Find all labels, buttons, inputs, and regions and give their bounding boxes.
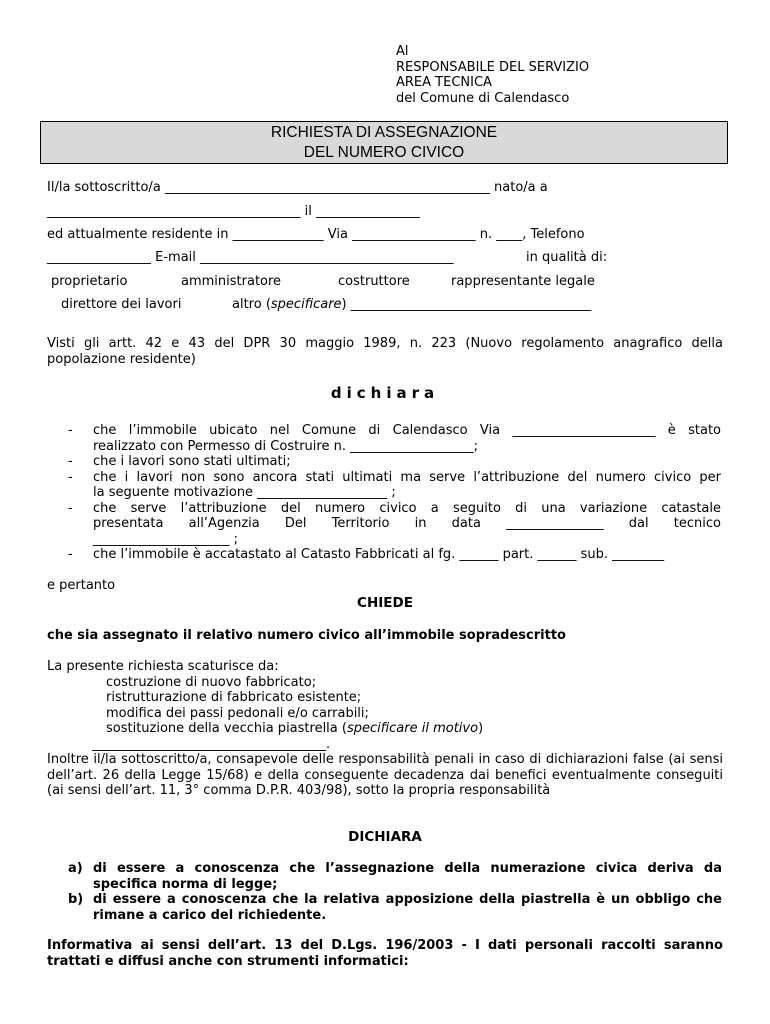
declaration-marker: b) <box>68 892 84 907</box>
causes-intro: La presente richiesta scaturisce da: <box>47 659 279 674</box>
bullet-3-line-2: la seguente motivazione ____________________ ; <box>93 485 396 500</box>
form-row-capacity: in qualità di: <box>526 250 608 265</box>
role-other-label: altro ( <box>232 297 271 312</box>
legal-reference: Visti gli artt. 42 e 43 del DPR 30 maggio 1989, n. 223 (Nuovo regolamento anagrafico della popolazione residente) <box>47 336 723 367</box>
form-row-residence: ed attualmente residente in ______________ Via ___________________ n. ____, Telefono <box>47 227 585 242</box>
bullet-5: che l’immobile è accatastato al Catasto Fabbricati al fg. ______ part. ______ sub. ________ <box>93 547 665 562</box>
role-owner: proprietario <box>51 274 128 289</box>
form-row-email: ________________ E-mail _______________________________________ <box>47 250 454 265</box>
bullet-dash: - <box>68 547 73 562</box>
role-builder: costruttore <box>338 274 410 289</box>
declaration-b <box>68 892 722 923</box>
bullet-4-line-1: che serve l’attribuzione del numero civico a seguito di una variazione catastale <box>93 500 721 516</box>
addressee-line: AREA TECNICA <box>396 75 492 90</box>
addressee-block <box>396 44 589 106</box>
bullet-dash: - <box>68 423 73 438</box>
document-title-box <box>40 121 728 164</box>
declarations-list <box>68 861 722 923</box>
bullet-4-line-3: _____________________ ; <box>93 531 239 547</box>
role-other-blank: ) _____________________________________ <box>341 297 592 312</box>
cause-blank-line: ____________________________________. <box>92 736 331 752</box>
cause-renovation: ristrutturazione di fabbricato esistente; <box>106 690 362 705</box>
liability-paragraph: Inoltre il/la sottoscritto/a, consapevole delle responsabilità penali in caso di dichiarazioni false (ai sensi dell’art. 26 della Legge 15/68) e della conseguente decadenza dai benefici eventualmente conseguiti (ai sensi dell’art. 11, 3° comma D.P.R. 403/98), sotto la propria responsabilità <box>47 752 723 798</box>
addressee-line: Al <box>396 44 409 59</box>
cause-access-change: modifica dei passi pedonali e/o carrabili; <box>106 705 369 721</box>
therefore-text: e pertanto <box>47 578 116 593</box>
bullet-2: che i lavori sono stati ultimati; <box>93 454 291 469</box>
role-works-director: direttore dei lavori <box>61 297 182 312</box>
addressee-line: del Comune di Calendasco <box>396 90 570 106</box>
role-other-specify: specificare <box>270 297 342 312</box>
request-statement: che sia assegnato il relativo numero civico all’immobile sopradescritto <box>47 628 566 643</box>
cause-new-building: costruzione di nuovo fabbricato; <box>106 674 317 690</box>
cause-tile-specify: specificare il motivo <box>346 721 479 736</box>
privacy-notice: Informativa ai sensi dell’art. 13 del D.Lgs. 196/2003 - I dati personali raccolti saranno trattati e diffusi anche con strumenti informatici: <box>47 938 723 969</box>
declaration-marker: a) <box>68 861 83 876</box>
dichiara-heading: dichiara <box>330 384 440 402</box>
cause-tile-close: ) <box>478 721 484 736</box>
cause-tile-replacement <box>106 721 483 736</box>
role-other <box>232 297 591 312</box>
role-legal-representative: rappresentante legale <box>451 274 595 289</box>
bullet-dash: - <box>68 500 73 516</box>
bullet-1-line-2: realizzato con Permesso di Costruire n. ___________________; <box>93 438 478 454</box>
chiede-heading: CHIEDE <box>357 595 413 611</box>
declaration-a <box>68 861 722 892</box>
role-administrator: amministratore <box>181 274 282 289</box>
form-row-birth: _______________________________________ il ________________ <box>47 204 420 219</box>
bullet-4-line-2: presentata all’Agenzia Del Territorio in data _______________ dal tecnico <box>93 516 721 531</box>
declaration-text: di essere a conoscenza che la relativa apposizione della piastrella è un obbligo che rimane a carico del richiedente. <box>93 892 722 923</box>
title-line: RICHIESTA DI ASSEGNAZIONE <box>270 124 498 141</box>
bullet-1-line-1: che l’immobile ubicato nel Comune di Calendasco Via ______________________ è stato <box>93 423 721 438</box>
bullet-dash: - <box>68 469 73 485</box>
form-row-name: Il/la sottoscritto/a __________________________________________________ nato/a a <box>47 180 548 195</box>
dichiara-caps-heading: DICHIARA <box>348 829 422 845</box>
cause-tile-label: sostituzione della vecchia piastrella ( <box>106 721 347 736</box>
bullet-3-line-1: che i lavori non sono ancora stati ultimati ma serve l’attribuzione del numero civico per <box>93 469 721 485</box>
declaration-text: di essere a conoscenza che l’assegnazione della numerazione civica deriva da specifica norma di legge; <box>93 861 722 892</box>
title-line: DEL NUMERO CIVICO <box>303 144 465 161</box>
bullet-dash: - <box>68 454 73 469</box>
addressee-line: RESPONSABILE DEL SERVIZIO <box>396 59 590 75</box>
